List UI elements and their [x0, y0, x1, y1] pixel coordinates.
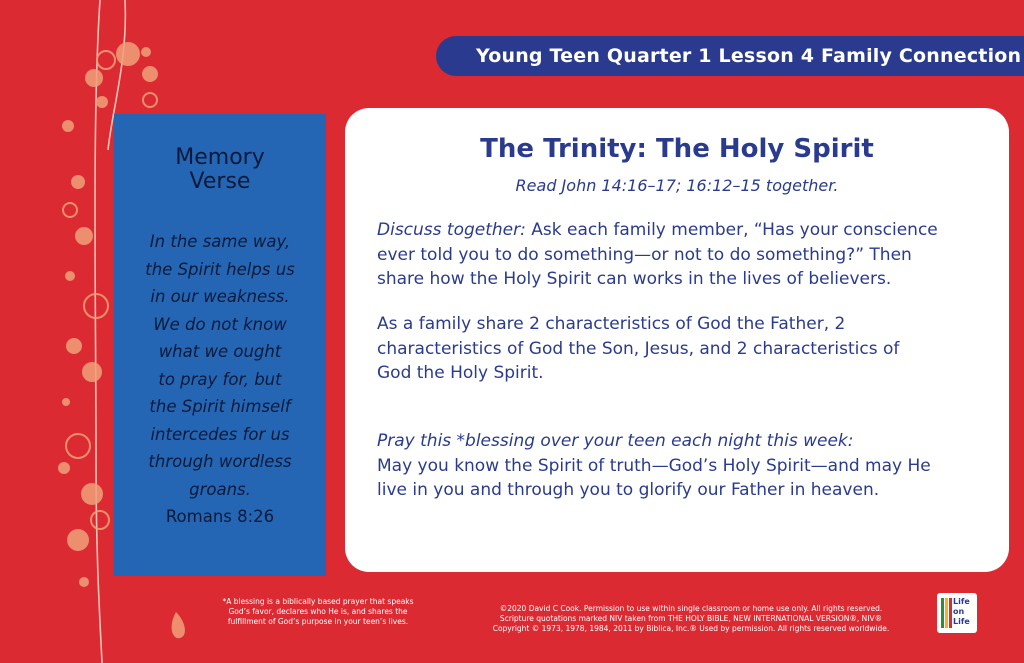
copyright-line: ©2020 David C Cook. Permission to use within single classroom or home use only. All rights reserved.	[499, 604, 883, 613]
header-title: Young Teen Quarter 1 Lesson 4 Family Connection	[476, 45, 1022, 67]
pray-paragraph	[377, 429, 987, 503]
memory-verse-line: groans.	[189, 479, 251, 499]
life-on-life-logo	[937, 593, 977, 633]
footnote-line: *A blessing is a biblically based prayer that speaks	[222, 597, 414, 606]
logo-word: Life	[953, 597, 970, 606]
share-paragraph	[377, 312, 987, 386]
copyright-line: Scripture quotations marked NIV taken from THE HOLY BIBLE, NEW INTERNATIONAL VERSION®, NIV®	[499, 614, 883, 623]
copyright-line: Copyright © 1973, 1978, 1984, 2011 by Biblica, Inc.® Used by permission. All rights reserved worldwide.	[492, 624, 890, 633]
discuss-paragraph	[377, 218, 987, 292]
share-line: God the Holy Spirit.	[377, 363, 544, 383]
memory-verse-text	[114, 228, 326, 531]
logo-stripes-icon	[941, 598, 953, 628]
header-banner	[436, 36, 1024, 76]
discuss-line	[377, 218, 987, 243]
memory-verse-line: what we ought	[158, 342, 282, 361]
discuss-line: share how the Holy Spirit can works in the lives of believers.	[377, 269, 892, 289]
memory-verse-title-line: Memory	[175, 145, 265, 170]
memory-verse-line: intercedes for us	[150, 424, 290, 444]
pray-line: May you know the Spirit of truth—God’s Holy Spirit—and may He	[377, 455, 931, 476]
memory-verse-title-line: Verse	[189, 169, 251, 194]
memory-verse-line: through wordless	[148, 452, 292, 471]
discuss-line: ever told you to do something—or not to do something?” Then	[377, 244, 912, 265]
footnote-line: God’s favor, declares who He is, and shares the	[228, 607, 408, 616]
memory-verse-line: In the same way,	[149, 232, 291, 251]
share-line: characteristics of God the Son, Jesus, and 2 characteristics of	[377, 338, 900, 359]
lesson-subtitle: Read John 14:16–17; 16:12–15 together.	[515, 176, 839, 195]
memory-verse-line: the Spirit helps us	[145, 259, 295, 279]
lesson-title: The Trinity: The Holy Spirit	[480, 134, 874, 164]
footnote-line: fulfillment of God’s purpose in your teen’s lives.	[227, 617, 409, 626]
memory-verse-line: to pray for, but	[158, 369, 282, 389]
copyright-notice	[446, 604, 936, 634]
share-line: As a family share 2 characteristics of God the Father, 2	[377, 314, 846, 334]
lesson-card	[345, 108, 1009, 572]
logo-text	[953, 597, 975, 627]
logo-word: Life	[953, 617, 970, 626]
blessing-footnote	[200, 597, 436, 627]
memory-verse-card	[114, 114, 326, 576]
memory-verse-title	[114, 146, 326, 194]
memory-verse-line: the Spirit himself	[149, 397, 291, 416]
memory-verse-reference: Romans 8:26	[165, 507, 275, 526]
memory-verse-line: We do not know	[153, 314, 287, 334]
memory-verse-line: in our weakness.	[150, 287, 290, 306]
pray-line: live in you and through you to glorify our Father in heaven.	[377, 480, 880, 500]
logo-word: on	[953, 607, 965, 616]
pray-label: Pray this *blessing over your teen each night this week:	[377, 431, 854, 451]
discuss-label: Discuss together:	[377, 220, 526, 240]
discuss-text: Ask each family member, “Has your conscience	[525, 220, 938, 240]
